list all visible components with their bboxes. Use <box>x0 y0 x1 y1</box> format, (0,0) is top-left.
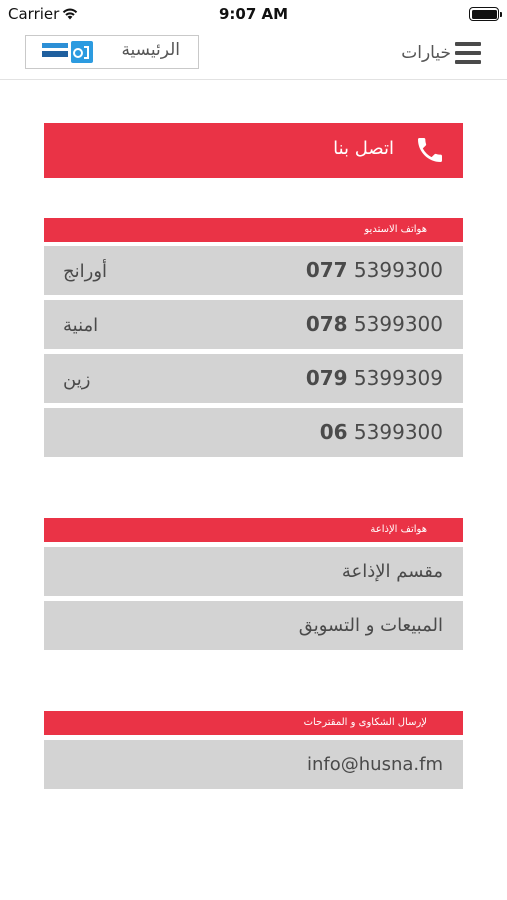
studio-phone-row-landline[interactable] <box>44 408 463 457</box>
contact-us-banner <box>44 123 463 178</box>
carrier-name: أورانج <box>63 261 108 282</box>
broadcast-phones-header: هواتف الإذاعة <box>44 518 463 542</box>
broadcast-switchboard-row[interactable] <box>44 547 463 596</box>
battery-icon <box>469 7 499 21</box>
home-label: الرئيسية <box>121 40 180 60</box>
hamburger-icon <box>455 42 481 64</box>
studio-phone-row-orange[interactable] <box>44 246 463 295</box>
carrier-label: Carrier <box>8 5 60 23</box>
complaints-header: لإرسال الشكاوى و المقترحات <box>44 711 463 735</box>
row-label: المبيعات و التسويق <box>298 615 443 636</box>
status-bar <box>0 0 507 28</box>
options-menu-button[interactable] <box>401 39 481 67</box>
phone-number: 079 5399309 <box>305 366 443 390</box>
home-button[interactable] <box>25 35 199 69</box>
studio-phone-row-zain[interactable] <box>44 354 463 403</box>
carrier-name: زين <box>63 369 91 390</box>
studio-phones-header: هواتف الاستديو <box>44 218 463 242</box>
sales-marketing-row[interactable] <box>44 601 463 650</box>
email-link[interactable]: info@husna.fm <box>307 754 443 775</box>
carrier-name: امنية <box>63 315 99 336</box>
options-label: خيارات <box>401 43 451 63</box>
husna-logo <box>40 41 94 63</box>
contact-us-title: اتصل بنا <box>333 138 394 159</box>
phone-number: 06 5399300 <box>319 420 443 444</box>
email-row[interactable] <box>44 740 463 789</box>
nav-bar <box>0 28 507 80</box>
phone-number: 077 5399300 <box>305 258 443 282</box>
clock: 9:07 AM <box>218 5 289 23</box>
row-label: مقسم الإذاعة <box>341 561 443 582</box>
phone-icon <box>414 134 446 166</box>
phone-number: 078 5399300 <box>305 312 443 336</box>
studio-phone-row-umniah[interactable] <box>44 300 463 349</box>
